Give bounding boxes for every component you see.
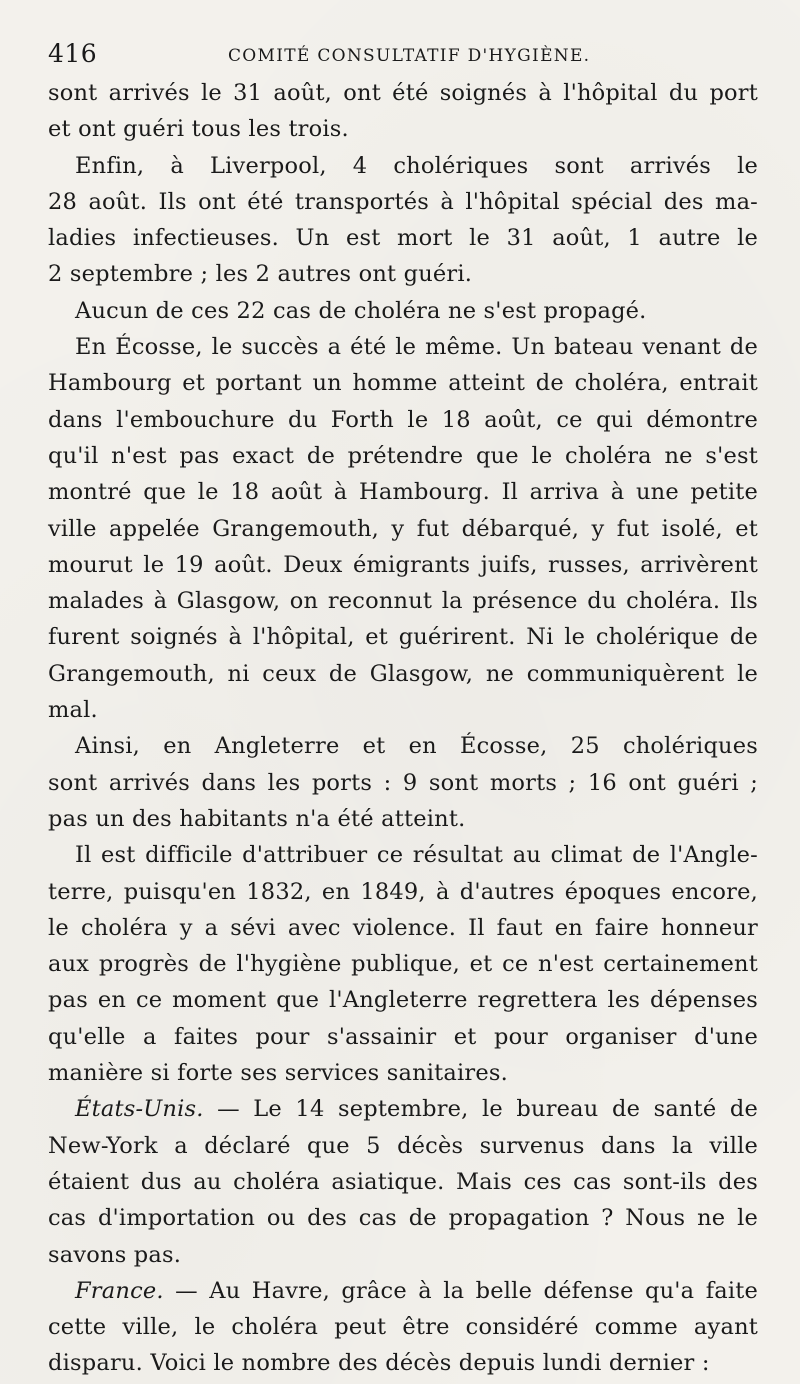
section-lead-etats-unis: États-Unis. [75,1096,204,1123]
text-line: mal. [48,697,98,724]
text-run: — Le 14 septembre, le bureau de santé de [217,1096,758,1123]
text-line: pas un des habitants n'a été atteint. [48,805,466,832]
text-line: furent soignés à l'hôpital, et guérirent. Ni le cholérique de [48,624,758,651]
text-line: 2 septembre ; les 2 autres ont guéri. [48,261,473,288]
text-line-etats-unis [48,1091,758,1127]
text-line-france [48,1273,758,1309]
text-line: savons pas. [48,1241,182,1268]
text-line: Ainsi, en Angleterre et en Écosse, 25 cholériques [75,733,758,760]
text-line: qu'elle a faites pour s'assainir et pour organiser d'une [48,1023,758,1050]
running-head [48,36,760,72]
text-line: aux progrès de l'hygiène publique, et ce n'est certainement [48,951,758,978]
text-line: malades à Glasgow, on reconnut la présence du choléra. Ils [48,588,758,615]
text-run: — Au Havre, grâce à la belle défense qu'a faite [175,1277,758,1304]
text-line: étaient dus au choléra asiatique. Mais ces cas sont-ils des [48,1168,758,1195]
text-line: ladies infectieuses. Un est mort le 31 août, 1 autre le [48,225,758,252]
text-line: montré que le 18 août à Hambourg. Il arriva à une petite [48,479,758,506]
text-line: pas en ce moment que l'Angleterre regrettera les dépenses [48,987,758,1014]
text-line: Hambourg et portant un homme atteint de choléra, entrait [48,370,758,397]
text-line: 28 août. Ils ont été transportés à l'hôpital spécial des ma- [48,188,758,215]
text-line: disparu. Voici le nombre des décès depuis lundi dernier : [48,1350,710,1377]
text-line: New-York a déclaré que 5 décès survenus dans la ville [48,1132,758,1159]
text-line: qu'il n'est pas exact de prétendre que le choléra ne s'est [48,442,758,469]
text-line: Aucun de ces 22 cas de choléra ne s'est propagé. [75,297,647,324]
text-line: Grangemouth, ni ceux de Glasgow, ne communiquèrent le [48,660,758,687]
page-number: 416 [48,39,98,68]
text-line: sont arrivés le 31 août, ont été soignés à l'hôpital du port [48,80,758,106]
text-line: cette ville, le choléra peut être considéré comme ayant [48,1314,758,1341]
text-line: mourut le 19 août. Deux émigrants juifs, russes, arrivèrent [48,551,758,578]
text-line: sont arrivés dans les ports : 9 sont morts ; 16 ont guéri ; [48,769,758,796]
text-line: terre, puisqu'en 1832, en 1849, à d'autres époques encore, [48,878,758,905]
text-line: Enfin, à Liverpool, 4 cholériques sont arrivés le [75,152,758,179]
text-line: cas d'importation ou des cas de propagation ? Nous ne le [48,1205,758,1232]
text-line: et ont guéri tous les trois. [48,116,349,143]
text-line: ville appelée Grangemouth, y fut débarqué, y fut isolé, et [48,515,758,542]
body-text [48,75,758,1382]
text-line: dans l'embouchure du Forth le 18 août, ce qui démontre [48,406,758,433]
text-line: Il est difficile d'attribuer ce résultat au climat de l'Angle- [75,842,758,869]
section-lead-france: France. [75,1277,164,1304]
text-line: En Écosse, le succès a été le même. Un bateau venant de [75,334,758,361]
text-line: manière si forte ses services sanitaires. [48,1060,508,1087]
text-line: le choléra y a sévi avec violence. Il faut en faire honneur [48,914,758,941]
running-title: COMITÉ CONSULTATIF D'HYGIÈNE. [228,46,591,66]
